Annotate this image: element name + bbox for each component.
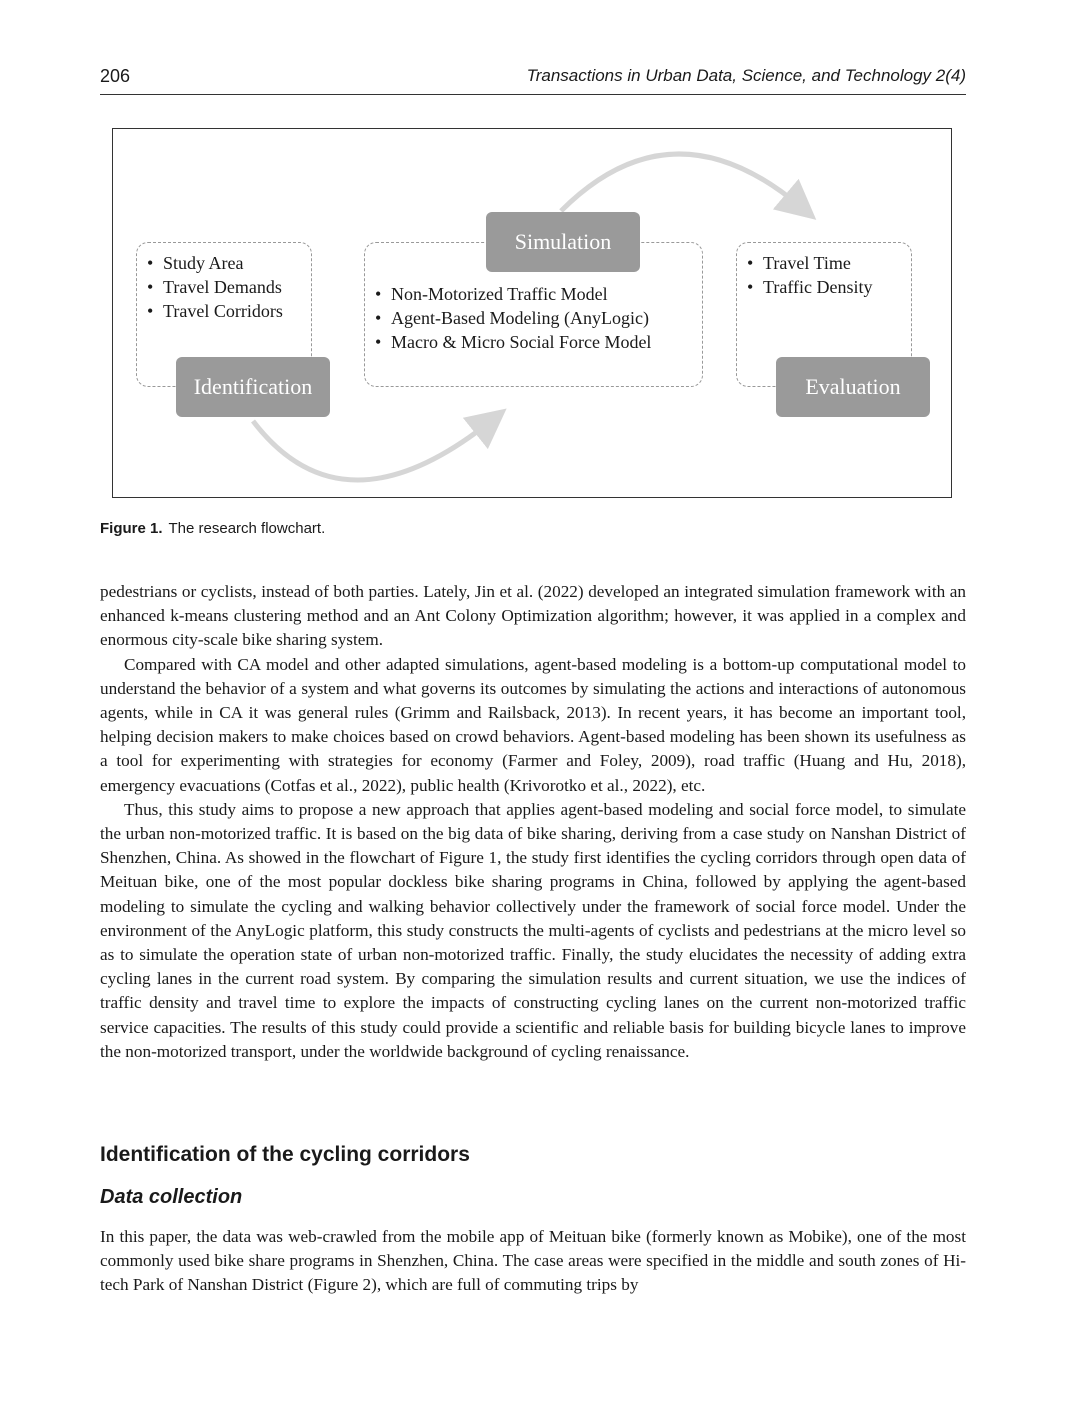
identification-list <box>147 251 283 323</box>
simulation-item: • Agent-Based Modeling (AnyLogic) <box>375 306 651 330</box>
evaluation-item: • Travel Time <box>747 251 873 275</box>
caption-text: The research flowchart. <box>168 520 326 537</box>
body-text <box>100 580 966 1064</box>
paragraph: In this paper, the data was web-crawled from the mobile app of Meituan bike (formerly known as Mobike), one of the most commonly used bike share programs in Shenzhen, China. The case areas were specified in the middle and south zones of Hi-tech Park of Nanshan District (Figure 2), which are full of commuting trips by <box>100 1227 966 1295</box>
section-heading: Identification of the cycling corridors <box>100 1143 470 1166</box>
caption-label: Figure 1. <box>100 520 163 537</box>
identification-box: Identification <box>176 357 330 417</box>
evaluation-item: • Traffic Density <box>747 275 873 299</box>
identification-item: • Travel Demands <box>147 275 283 299</box>
simulation-list <box>375 282 651 354</box>
subsection-heading: Data collection <box>100 1186 243 1208</box>
identification-item: • Travel Corridors <box>147 299 283 323</box>
page-number: 206 <box>100 66 131 86</box>
simulation-item: • Non-Motorized Traffic Model <box>375 282 651 306</box>
research-flowchart <box>112 128 952 498</box>
paragraph: pedestrians or cyclists, instead of both parties. Lately, Jin et al. (2022) developed an integrated simulation framework with an enhanced k-means clustering method and an Ant Colony Optimization algorithm; however, it was applied in a complex and enormous city-scale bike sharing system. <box>100 582 966 650</box>
simulation-box: Simulation <box>486 212 640 272</box>
arrow-simulation-to-evaluation <box>561 154 801 211</box>
simulation-item: • Macro & Micro Social Force Model <box>375 330 651 354</box>
evaluation-box: Evaluation <box>776 357 930 417</box>
section-body <box>100 1225 966 1298</box>
journal-title: Transactions in Urban Data, Science, and Technology 2(4) <box>526 66 966 85</box>
paragraph: Thus, this study aims to propose a new approach that applies agent-based modeling and social force model, to simulate the urban non-motorized traffic. It is based on the big data of bike sharing, deriving from a case study on Nanshan District of Shenzhen, China. As showed in the flowchart of Figure 1, the study first identifies the cycling corridors through open data of Meituan bike, one of the most popular dockless bike sharing programs in China, followed by applying the agent-based modeling to simulate the cycling and walking behavior collectively under the framework of social force model. Under the environment of the AnyLogic platform, this study constructs the multi-agents of cyclists and pedestrians at the micro level so as to simulate the operation state of urban non-motorized traffic. Finally, the study elucidates the necessity of adding extra cycling lanes in the current road system. By comparing the simulation results and current situation, we use the indices of traffic density and travel time to explore the impacts of constructing cycling lanes on the current non-motorized traffic service capacities. The results of this study could provide a scientific and reliable basis for building bicycle lanes to improve the non-motorized transport, under the worldwide background of cycling renaissance. <box>100 799 966 1061</box>
evaluation-list <box>747 251 873 299</box>
running-header <box>100 66 966 95</box>
arrow-identification-to-simulation <box>253 421 491 480</box>
figure-caption <box>100 520 325 537</box>
paragraph: Compared with CA model and other adapted simulations, agent-based modeling is a bottom-up computational model to understand the behavior of a system and what governs its outcomes by simulating the actions and interactions of autonomous agents, while in CA it was general rules (Grimm and Railsback, 2013). In recent years, it has become an important tool, helping decision makers to make choices based on crowd behaviors. Agent-based modeling has been shown its usefulness as a tool for experimenting with strategies for economy (Farmer and Foley, 2009), road traffic (Huang and Hu, 2018), emergency evacuations (Cotfas et al., 2022), public health (Krivorotko et al., 2022), etc. <box>100 654 966 795</box>
identification-item: • Study Area <box>147 251 283 275</box>
